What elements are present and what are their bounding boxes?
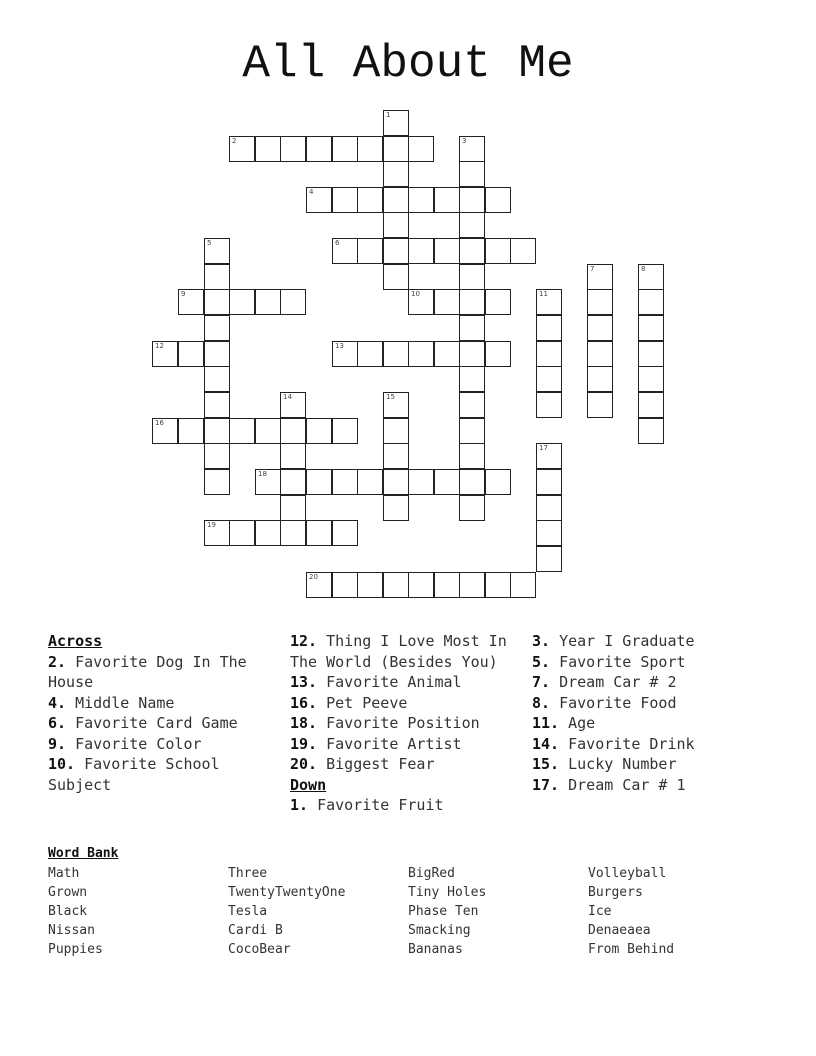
grid-cell[interactable] — [204, 341, 230, 367]
grid-cell[interactable] — [229, 289, 255, 315]
cell-number: 17 — [539, 444, 548, 452]
clue-text: Favorite Color — [75, 734, 202, 753]
grid-cell[interactable] — [383, 161, 409, 187]
clue-text: Favorite Animal — [326, 673, 462, 691]
grid-cell[interactable] — [255, 469, 281, 495]
word-bank-word: Volleyball — [588, 866, 667, 881]
clue-down-7 — [532, 672, 772, 693]
clue-text: Lucky Number — [568, 755, 677, 773]
grid-cell[interactable] — [383, 264, 409, 290]
grid-cell[interactable] — [280, 136, 306, 162]
word-bank-column-2 — [228, 864, 345, 959]
clue-text: Dream Car # 1 — [568, 775, 686, 794]
clue-text: Favorite Food — [559, 693, 677, 712]
grid-cell[interactable] — [536, 289, 562, 315]
grid-cell[interactable] — [332, 418, 358, 444]
grid-cell[interactable] — [383, 392, 409, 418]
word-bank-word: Tiny Holes — [408, 885, 487, 900]
clue-number: 7. — [532, 673, 551, 691]
clue-across-2 — [48, 652, 278, 693]
cell-number: 20 — [309, 573, 318, 581]
clue-across-20 — [290, 754, 526, 775]
grid-cell[interactable] — [178, 418, 204, 444]
clue-number: 9. — [48, 734, 67, 753]
cell-number: 3 — [462, 137, 467, 145]
grid-cell[interactable] — [229, 136, 255, 162]
clue-text: Favorite Card Game — [75, 714, 238, 732]
word-bank-word: Grown — [48, 885, 88, 900]
grid-cell[interactable] — [434, 469, 460, 495]
cell-number: 19 — [207, 521, 216, 529]
clue-text: Biggest Fear — [326, 755, 435, 773]
grid-cell[interactable] — [383, 187, 409, 213]
grid-cell[interactable] — [306, 469, 332, 495]
clue-number: 14. — [532, 734, 560, 753]
clue-number: 18. — [290, 714, 318, 732]
grid-cell[interactable] — [383, 572, 409, 598]
clue-text: Dream Car # 2 — [559, 673, 677, 691]
grid-cell[interactable] — [178, 289, 204, 315]
cell-number: 4 — [309, 188, 314, 196]
grid-cell[interactable] — [459, 315, 485, 341]
cell-number: 14 — [283, 393, 292, 401]
grid-cell[interactable] — [280, 289, 306, 315]
grid-cell[interactable] — [536, 469, 562, 495]
clue-across-9 — [48, 734, 278, 755]
clue-across-16 — [290, 693, 526, 714]
clue-number: 8. — [532, 693, 551, 712]
grid-cell[interactable] — [408, 289, 434, 315]
grid-cell[interactable] — [485, 469, 511, 495]
grid-cell[interactable] — [638, 366, 664, 392]
grid-cell[interactable] — [306, 418, 332, 444]
grid-cell[interactable] — [536, 341, 562, 367]
grid-cell[interactable] — [536, 392, 562, 418]
grid-cell[interactable] — [510, 238, 536, 264]
word-bank-word: From Behind — [588, 942, 675, 957]
grid-cell[interactable] — [587, 341, 613, 367]
grid-cell[interactable] — [485, 341, 511, 367]
grid-cell[interactable] — [204, 366, 230, 392]
grid-cell[interactable] — [510, 572, 536, 598]
grid-cell[interactable] — [485, 572, 511, 598]
clue-down-5 — [532, 652, 772, 673]
clue-number: 12. — [290, 632, 318, 650]
grid-cell[interactable] — [459, 418, 485, 444]
word-bank-word: TwentyTwentyOne — [228, 885, 346, 900]
grid-cell[interactable] — [587, 392, 613, 418]
grid-cell[interactable] — [204, 469, 230, 495]
grid-cell[interactable] — [459, 572, 485, 598]
grid-cell[interactable] — [204, 392, 230, 418]
grid-cell[interactable] — [280, 469, 306, 495]
word-bank-word: Cardi B — [228, 923, 283, 938]
clue-down-8 — [532, 693, 772, 714]
word-bank-word: Burgers — [588, 885, 643, 900]
cell-number: 16 — [155, 419, 164, 427]
grid-cell[interactable] — [383, 341, 409, 367]
cell-number: 15 — [386, 393, 395, 401]
grid-cell[interactable] — [280, 418, 306, 444]
clues-column-3 — [532, 631, 772, 795]
clue-number: 11. — [532, 714, 560, 732]
clue-text: Thing I Love Most In The World (Besides You) — [290, 632, 507, 671]
grid-cell[interactable] — [536, 315, 562, 341]
grid-cell[interactable] — [434, 289, 460, 315]
grid-cell[interactable] — [280, 443, 306, 469]
grid-cell[interactable] — [357, 238, 383, 264]
cell-number: 18 — [258, 470, 267, 478]
grid-cell[interactable] — [459, 289, 485, 315]
grid-cell[interactable] — [459, 187, 485, 213]
cell-number: 2 — [232, 137, 237, 145]
page-title: All About Me — [242, 38, 574, 90]
clue-down-11 — [532, 713, 772, 734]
clue-number: 16. — [290, 693, 318, 712]
word-bank-word: Phase Ten — [408, 904, 479, 919]
grid-cell[interactable] — [459, 212, 485, 238]
grid-cell[interactable] — [536, 520, 562, 546]
clue-number: 20. — [290, 755, 318, 773]
grid-cell[interactable] — [306, 187, 332, 213]
across-heading: Across — [48, 632, 103, 650]
grid-cell[interactable] — [204, 289, 230, 315]
word-bank-column-1 — [48, 864, 103, 959]
clue-across-12 — [290, 631, 526, 672]
grid-cell[interactable] — [536, 443, 562, 469]
grid-cell[interactable] — [280, 495, 306, 521]
word-bank-word: Tesla — [228, 904, 268, 919]
grid-cell[interactable] — [383, 418, 409, 444]
grid-cell[interactable] — [332, 238, 358, 264]
grid-cell[interactable] — [408, 238, 434, 264]
grid-cell[interactable] — [434, 238, 460, 264]
clue-down-17 — [532, 775, 772, 796]
grid-cell[interactable] — [204, 264, 230, 290]
clue-text: Year I Graduate — [559, 632, 695, 650]
clue-text: Favorite Fruit — [317, 796, 444, 814]
cell-number: 5 — [207, 239, 212, 247]
grid-cell[interactable] — [332, 469, 358, 495]
grid-cell[interactable] — [332, 520, 358, 546]
cell-number: 1 — [386, 111, 391, 119]
grid-cell[interactable] — [459, 238, 485, 264]
grid-cell[interactable] — [536, 366, 562, 392]
clue-across-19 — [290, 734, 526, 755]
grid-cell[interactable] — [459, 366, 485, 392]
grid-cell[interactable] — [357, 187, 383, 213]
grid-cell[interactable] — [536, 495, 562, 521]
word-bank-column-3 — [408, 864, 486, 959]
word-bank-word: Three — [228, 866, 268, 881]
grid-cell[interactable] — [332, 136, 358, 162]
grid-cell[interactable] — [357, 341, 383, 367]
clue-number: 6. — [48, 714, 67, 732]
word-bank-word: Smacking — [408, 923, 471, 938]
word-bank-word: Ice — [588, 904, 612, 919]
grid-cell[interactable] — [204, 418, 230, 444]
grid-cell[interactable] — [485, 187, 511, 213]
word-bank-word: Bananas — [408, 942, 463, 957]
cell-number: 12 — [155, 342, 164, 350]
grid-cell[interactable] — [255, 520, 281, 546]
clue-text: Favorite Drink — [568, 734, 695, 753]
grid-cell[interactable] — [152, 418, 178, 444]
cell-number: 10 — [411, 290, 420, 298]
clue-down-3 — [532, 631, 772, 652]
word-bank-word: Nissan — [48, 923, 95, 938]
grid-cell[interactable] — [255, 136, 281, 162]
clue-text: Favorite Artist — [326, 734, 462, 753]
clue-number: 10. — [48, 755, 76, 773]
clue-number: 1. — [290, 796, 309, 814]
grid-cell[interactable] — [383, 469, 409, 495]
grid-cell[interactable] — [408, 572, 434, 598]
clue-number: 3. — [532, 632, 551, 650]
clues-column-1 — [48, 631, 278, 795]
clue-down-15 — [532, 754, 772, 775]
grid-cell[interactable] — [638, 392, 664, 418]
word-bank-word: Denaeaea — [588, 923, 651, 938]
grid-cell[interactable] — [357, 136, 383, 162]
grid-cell[interactable] — [408, 341, 434, 367]
grid-cell[interactable] — [255, 418, 281, 444]
grid-cell[interactable] — [459, 264, 485, 290]
grid-cell[interactable] — [587, 315, 613, 341]
clue-across-10 — [48, 754, 278, 795]
clue-across-13 — [290, 672, 526, 693]
grid-cell[interactable] — [383, 136, 409, 162]
grid-cell[interactable] — [408, 187, 434, 213]
grid-cell[interactable] — [332, 341, 358, 367]
grid-cell[interactable] — [383, 443, 409, 469]
clue-text: Age — [568, 714, 596, 732]
clue-number: 5. — [532, 652, 551, 671]
grid-cell[interactable] — [408, 469, 434, 495]
clue-number: 13. — [290, 673, 318, 691]
word-bank-word: Black — [48, 904, 88, 919]
grid-cell[interactable] — [434, 187, 460, 213]
grid-cell[interactable] — [434, 341, 460, 367]
grid-cell[interactable] — [383, 238, 409, 264]
word-bank-word: BigRed — [408, 866, 455, 881]
cell-number: 11 — [539, 290, 548, 298]
grid-cell[interactable] — [357, 572, 383, 598]
grid-cell[interactable] — [638, 315, 664, 341]
clue-across-6 — [48, 713, 278, 734]
clue-text: Favorite School Subject — [48, 755, 220, 794]
grid-cell[interactable] — [459, 495, 485, 521]
down-heading: Down — [290, 775, 327, 794]
grid-cell[interactable] — [459, 392, 485, 418]
grid-cell[interactable] — [587, 366, 613, 392]
cell-number: 7 — [590, 265, 595, 273]
grid-cell[interactable] — [306, 520, 332, 546]
grid-cell[interactable] — [204, 443, 230, 469]
grid-cell[interactable] — [383, 495, 409, 521]
clue-number: 2. — [48, 652, 67, 671]
clue-number: 19. — [290, 734, 318, 753]
grid-cell[interactable] — [459, 161, 485, 187]
grid-cell[interactable] — [638, 289, 664, 315]
word-bank-word: CocoBear — [228, 942, 291, 957]
grid-cell[interactable] — [638, 418, 664, 444]
clue-number: 15. — [532, 755, 560, 773]
grid-cell[interactable] — [434, 572, 460, 598]
grid-cell[interactable] — [306, 572, 332, 598]
clue-text: Favorite Sport — [559, 652, 686, 671]
cell-number: 13 — [335, 342, 344, 350]
grid-cell[interactable] — [536, 546, 562, 572]
grid-cell[interactable] — [485, 238, 511, 264]
grid-cell[interactable] — [485, 289, 511, 315]
clue-down-1 — [290, 795, 526, 816]
grid-cell[interactable] — [383, 110, 409, 136]
grid-cell[interactable] — [638, 264, 664, 290]
grid-cell[interactable] — [204, 238, 230, 264]
clue-down-14 — [532, 734, 772, 755]
grid-cell[interactable] — [229, 520, 255, 546]
grid-cell[interactable] — [204, 315, 230, 341]
grid-cell[interactable] — [152, 341, 178, 367]
clue-number: 17. — [532, 775, 560, 794]
clue-text: Favorite Position — [326, 714, 480, 732]
grid-cell[interactable] — [357, 469, 383, 495]
clue-number: 4. — [48, 693, 67, 712]
word-bank-heading: Word Bank — [48, 846, 119, 861]
cell-number: 8 — [641, 265, 646, 273]
clue-text: Pet Peeve — [326, 693, 408, 712]
clue-across-18 — [290, 713, 526, 734]
cell-number: 6 — [335, 239, 340, 247]
grid-cell[interactable] — [638, 341, 664, 367]
cell-number: 9 — [181, 290, 186, 298]
grid-cell[interactable] — [587, 289, 613, 315]
grid-cell[interactable] — [459, 136, 485, 162]
grid-cell[interactable] — [255, 289, 281, 315]
grid-cell[interactable] — [459, 341, 485, 367]
clue-text: Favorite Dog In The House — [48, 652, 247, 691]
word-bank-column-4 — [588, 864, 674, 959]
word-bank-word: Puppies — [48, 942, 103, 957]
clue-text: Middle Name — [75, 693, 175, 712]
grid-cell[interactable] — [306, 136, 332, 162]
clues-column-2 — [290, 631, 526, 816]
grid-cell[interactable] — [280, 392, 306, 418]
grid-cell[interactable] — [383, 212, 409, 238]
grid-cell[interactable] — [229, 418, 255, 444]
grid-cell[interactable] — [178, 341, 204, 367]
grid-cell[interactable] — [408, 136, 434, 162]
grid-cell[interactable] — [280, 520, 306, 546]
clue-across-4 — [48, 693, 278, 714]
grid-cell[interactable] — [204, 520, 230, 546]
grid-cell[interactable] — [332, 187, 358, 213]
grid-cell[interactable] — [459, 443, 485, 469]
grid-cell[interactable] — [332, 572, 358, 598]
grid-cell[interactable] — [587, 264, 613, 290]
grid-cell[interactable] — [459, 469, 485, 495]
word-bank-word: Math — [48, 866, 80, 881]
